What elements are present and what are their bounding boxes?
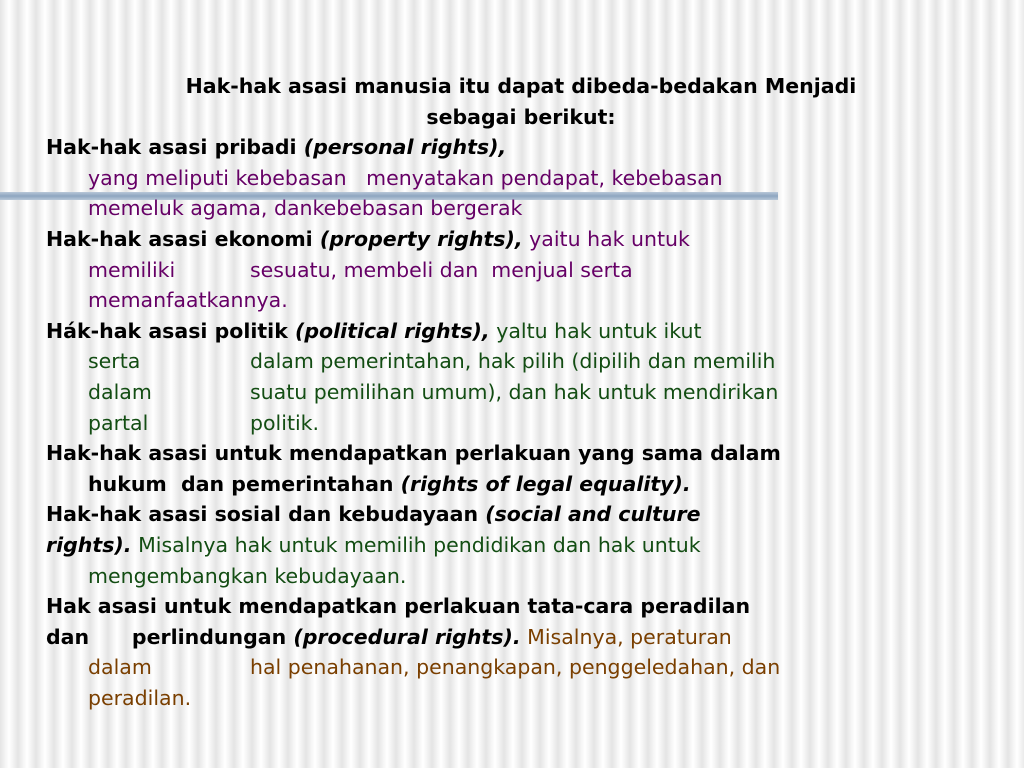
heading-text: dan perlindungan [46, 624, 294, 649]
legal-equality-heading: Hak-hak asasi untuk mendapatkan perlakuan yang sama dalam [46, 441, 781, 466]
procedural-rights-desc: peradilan. [88, 685, 192, 710]
legal-equality-heading [46, 469, 976, 500]
desc-text: politik. [250, 410, 320, 435]
procedural-rights-desc [46, 652, 976, 683]
title-line: sebagai berikut: [426, 104, 616, 129]
social-rights-desc: mengembangkan kebudayaan. [88, 563, 407, 588]
rights-term: rights). [46, 532, 132, 557]
slide-content [46, 71, 976, 713]
procedural-rights-heading [46, 622, 976, 653]
slide-title [46, 71, 976, 132]
heading-text: Hak-hak asasi ekonomi [46, 226, 320, 251]
desc-column: dalam [88, 655, 152, 680]
rights-desc: yaitu hak untuk [522, 226, 690, 251]
rights-desc: Misalnya hak untuk memilih pendidikan dan hak untuk [131, 532, 701, 557]
political-rights-desc [46, 377, 976, 408]
property-rights-desc [46, 255, 976, 286]
procedural-rights-heading: Hak asasi untuk mendapatkan perlakuan tata-cara peradilan [46, 594, 751, 619]
social-rights-heading [46, 499, 976, 530]
rights-term: (social and culture [485, 502, 701, 527]
rights-desc: Misalnya, peraturan [520, 624, 732, 649]
desc-text: sesuatu, membeli dan menjual serta [250, 257, 633, 282]
desc-column: partal [88, 410, 149, 435]
desc-column: dalam [88, 379, 152, 404]
social-rights-heading [46, 530, 976, 561]
title-line: Hak-hak asasi manusia itu dapat dibeda-bedakan Menjadi [185, 74, 857, 98]
rights-term: (property rights), [319, 226, 523, 251]
desc-text: suatu pemilihan umum), dan hak untuk mendirikan [250, 379, 779, 404]
heading-text: hukum dan pemerintahan [88, 471, 401, 496]
heading-text: Hak-hak asasi sosial dan kebudayaan [46, 502, 486, 527]
heading-text: Hak-hak asasi pribadi [46, 135, 304, 160]
rights-term: (personal rights), [303, 135, 507, 160]
desc-column: serta [88, 349, 141, 374]
political-rights-desc [46, 408, 976, 439]
political-rights-heading [46, 316, 976, 347]
desc-column: memiliki [88, 257, 176, 282]
personal-rights-desc: yang meliputi kebebasan menyatakan pendapat, kebebasan [88, 165, 723, 190]
rights-term: (political rights), [294, 318, 490, 343]
rights-term: (procedural rights). [293, 624, 521, 649]
personal-rights-heading [46, 132, 976, 163]
property-rights-heading [46, 224, 976, 255]
heading-text: Hák-hak asasi politik [46, 318, 295, 343]
political-rights-desc [46, 346, 976, 377]
personal-rights-desc: memeluk agama, dankebebasan bergerak [88, 196, 523, 221]
desc-text: hal penahanan, penangkapan, penggeledahan, dan [250, 655, 781, 680]
desc-text: dalam pemerintahan, hak pilih (dipilih dan memilih [250, 349, 776, 374]
rights-term: (rights of legal equality). [400, 471, 691, 496]
rights-desc: yaltu hak untuk ikut [489, 318, 702, 343]
property-rights-desc: memanfaatkannya. [88, 288, 288, 313]
